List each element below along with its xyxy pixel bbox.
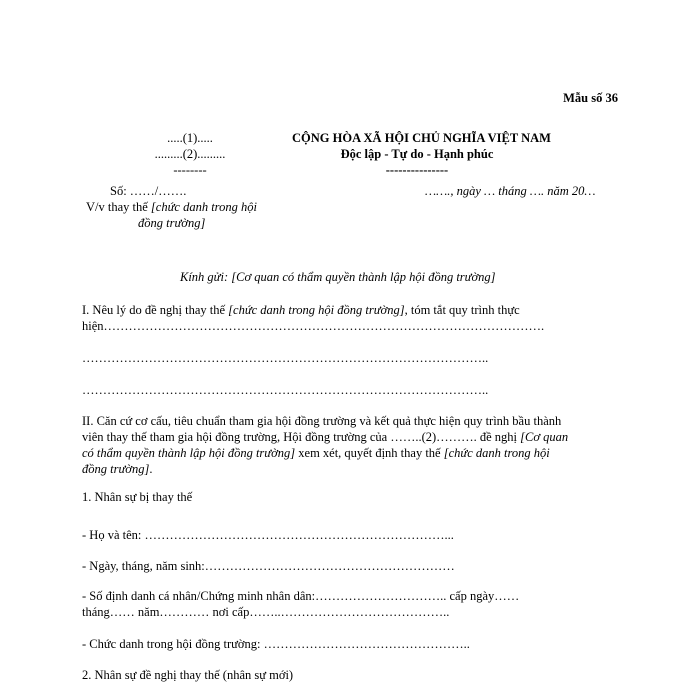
issuing-agency-header: [135, 130, 245, 178]
subsection-2-heading: [82, 667, 622, 683]
section-1-reason: [82, 302, 622, 334]
section-2-line-1: II. Căn cứ cơ cấu, tiêu chuẩn tham gia hội đồng trường và kết quả thực hiện quy trình bầu thành: [82, 414, 562, 428]
field-id-line-2: tháng…… năm………… nơi cấp……..…………………………………..: [82, 605, 450, 619]
subject-italic-2: đồng trường]: [138, 216, 206, 230]
section-2-proposal: [82, 413, 622, 477]
field-full-name-text: - Họ và tên: ………………………………………………………………...: [82, 528, 454, 542]
section-1-prefix: I. Nêu lý do đề nghị thay thế: [82, 303, 229, 317]
subsection-2-heading-text: 2. Nhân sự đề nghị thay thế (nhân sự mới): [82, 668, 294, 682]
section-1-italic: [chức danh trong hội đồng trường]: [228, 303, 405, 317]
recipient-prefix: Kính gửi:: [180, 270, 232, 284]
recipient-authority: [Cơ quan có thẩm quyền thành lập hội đồng trường]: [231, 270, 496, 284]
subject-prefix: V/v thay thế: [86, 200, 151, 214]
country-name: CỘNG HÒA XÃ HỘI CHỦ NGHĨA VIỆT NAM: [292, 131, 551, 145]
section-2-line-2-prefix: viên thay thế tham gia hội đồng trường, Hội đồng trường của ……..(2)………. đề nghị: [82, 430, 521, 444]
form-number: Mẫu số 36: [563, 91, 618, 105]
fill-in-dots-1: [82, 350, 622, 366]
field-dob-text: - Ngày, tháng, năm sinh:……………………………………………………: [82, 559, 455, 573]
subsection-1-heading-text: 1. Nhân sự bị thay thế: [82, 490, 193, 504]
subject-italic-1: [chức danh trong hội: [150, 200, 257, 214]
field-council-title: [82, 636, 622, 652]
section-2-line-3-mid: xem xét, quyết định thay thế: [295, 446, 444, 460]
fill-in-dots-2: [82, 382, 622, 398]
field-id-number: [82, 588, 622, 604]
subject-line: [86, 199, 296, 231]
section-2-line-3-italic: có thẩm quyền thành lập hội đồng trường]: [82, 446, 296, 460]
field-full-name: [82, 527, 622, 543]
motto: Độc lập - Tự do - Hạnh phúc: [340, 147, 494, 161]
reference-number: Số: ……/…….: [110, 184, 187, 198]
section-2-line-4-suffix: .: [149, 462, 153, 476]
section-2-line-4-italic: đồng trường]: [82, 462, 150, 476]
dots-line-2: ……………………………………………………………………………………..: [82, 383, 489, 397]
recipient-line: [180, 269, 496, 285]
date-line: ……., ngày … tháng …. năm 20…: [425, 184, 596, 198]
field-id-issue: [82, 604, 622, 620]
section-2-line-3-italic-2: [chức danh trong hội: [443, 446, 550, 460]
agency-line-2: .........(2).........: [154, 147, 226, 161]
section-1-suffix: , tóm tắt quy trình thực: [404, 303, 520, 317]
agency-divider: --------: [173, 163, 207, 177]
motto-divider: ---------------: [385, 163, 449, 177]
subsection-1-heading: [82, 489, 622, 505]
section-1-line-2: hiện…………………………………………………………………………………………….: [82, 319, 545, 333]
national-motto-header: [292, 130, 551, 178]
section-2-line-2-italic: [Cơ quan: [520, 430, 569, 444]
field-id-line-1: - Số định danh cá nhân/Chứng minh nhân dân:………………………….. cấp ngày……: [82, 589, 520, 603]
dots-line-1: ……………………………………………………………………………………..: [82, 351, 489, 365]
field-date-of-birth: [82, 558, 622, 574]
agency-line-1: .....(1).....: [167, 131, 213, 145]
field-council-title-text: - Chức danh trong hội đồng trường: …………………………………………..: [82, 637, 470, 651]
